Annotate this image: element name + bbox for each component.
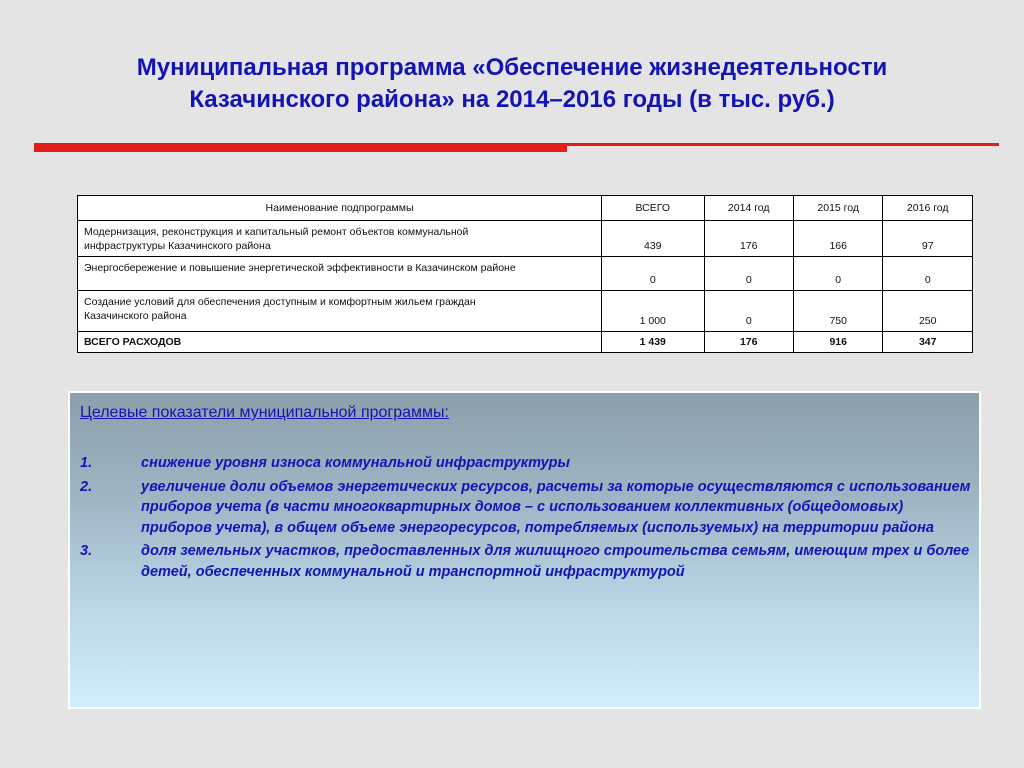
totals-row [78, 332, 973, 353]
table-row [78, 291, 973, 332]
totals-2014: 176 [704, 332, 793, 353]
row-2016: 0 [883, 257, 973, 291]
budget-table [77, 195, 973, 353]
indicator-number: 1. [80, 455, 93, 471]
header-subprogram-name: Наименование подпрограммы [78, 196, 602, 221]
row-2014: 176 [704, 221, 793, 257]
totals-label: ВСЕГО РАСХОДОВ [78, 332, 602, 353]
header-2016: 2016 год [883, 196, 973, 221]
accent-rule-thin [560, 143, 999, 146]
title-line-1: Муниципальная программа «Обеспечение жизнедеятельности [136, 54, 888, 81]
indicator-text: снижение уровня износа коммунальной инфраструктуры [141, 455, 570, 471]
row-total: 1 000 [602, 291, 704, 332]
row-name [78, 257, 602, 291]
row-total: 0 [602, 257, 704, 291]
row-2016: 97 [883, 221, 973, 257]
indicator-text: увеличение доли объемов энергетических ресурсов, расчеты за которые осуществляются с использованием приборов учета (в части многоквартирных домов – с использованием коллективных (общедомовых) приборов учета), в общем объеме энергоресурсов, потребляемых (используемых) на территории района [141, 478, 971, 536]
row-2016: 250 [883, 291, 973, 332]
row-2014: 0 [704, 257, 793, 291]
row-name-line-2: инфраструктуры Казачинского района [84, 240, 271, 252]
indicators-title: Целевые показатели муниципальной программы: [80, 404, 449, 421]
row-name-line-1: Создание условий для обеспечения доступным и комфортным жильем граждан [84, 296, 476, 308]
row-name [78, 291, 602, 332]
header-2015: 2015 год [793, 196, 882, 221]
table-header-row [78, 196, 973, 221]
indicator-text: доля земельных участков, предоставленных для жилищного строительства семьям, имеющим трех и более детей, обеспеченных коммунальной и транспортной инфраструктурой [141, 543, 970, 580]
row-total: 439 [602, 221, 704, 257]
page-title [60, 52, 964, 116]
indicators-list [80, 453, 975, 585]
row-name-line-1: Энергосбережение и повышение энергетической эффективности в Казачинском районе [84, 262, 516, 274]
row-2015: 0 [793, 257, 882, 291]
indicators-panel [68, 391, 981, 709]
row-2015: 750 [793, 291, 882, 332]
row-2015: 166 [793, 221, 882, 257]
table-row [78, 221, 973, 257]
title-line-2: Казачинского района» на 2014–2016 годы (в тыс. руб.) [189, 86, 835, 113]
accent-rule-thick [34, 143, 567, 152]
header-total: ВСЕГО [602, 196, 704, 221]
row-2014: 0 [704, 291, 793, 332]
table-row [78, 257, 973, 291]
indicator-item [80, 541, 975, 582]
totals-2015: 916 [793, 332, 882, 353]
indicator-number: 3. [80, 543, 93, 559]
totals-2016: 347 [883, 332, 973, 353]
row-name [78, 221, 602, 257]
row-name-line-1: Модернизация, реконструкция и капитальный ремонт объектов коммунальной [84, 226, 469, 238]
indicator-item [80, 477, 975, 539]
indicator-number: 2. [80, 478, 93, 495]
header-2014: 2014 год [704, 196, 793, 221]
row-name-line-2: Казачинского района [84, 310, 187, 322]
indicator-item [80, 453, 975, 474]
totals-total: 1 439 [602, 332, 704, 353]
